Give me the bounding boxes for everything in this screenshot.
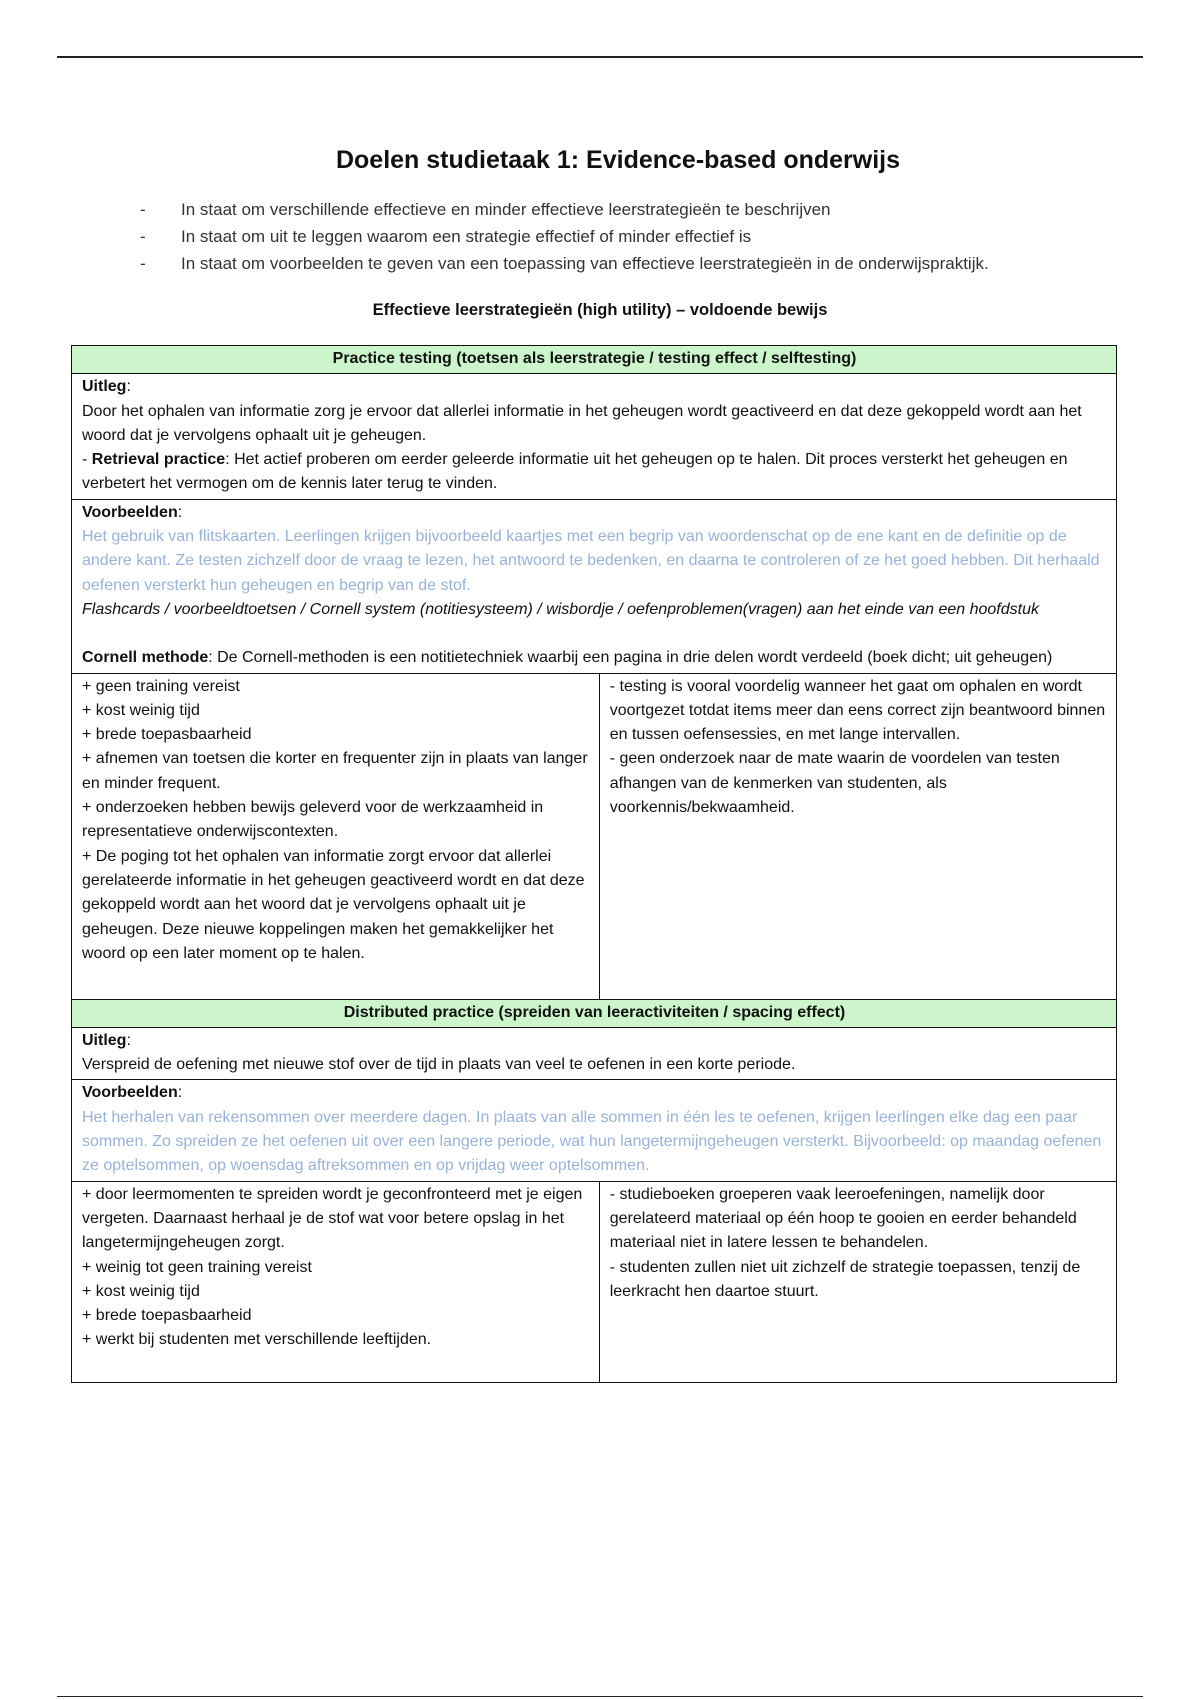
list-item: - geen onderzoek naar de mate waarin de voordelen van testen afhangen van de kenmerken van studenten, als voorkennis/bekwaamheid. (609, 750, 1060, 817)
list-item: - In staat om verschillende effectieve en minder effectieve leerstrategieën te beschrijven (140, 196, 1100, 223)
example-text: Het herhalen van rekensommen over meerdere dagen. In plaats van alle sommen in één les te oefenen, krijgen leerlingen elke dag een paar sommen. Zo spreiden ze het oefenen uit over een langere periode, wat hun langetermijngeheugen versterkt. Bijvoorbeeld: op maandag oefenen ze optelsommen, op woensdag aftreksommen en op vrijdag weer optelsommen. (82, 1108, 1102, 1175)
distributed-practice-uitleg: Uitleg: Verspreid de oefening met nieuwe stof over de tijd in plaats van veel te oefenen in een korte periode. (72, 1027, 1117, 1080)
list-item: + kost weinig tijd (82, 701, 200, 719)
footer-rule (57, 1696, 1143, 1697)
uitleg-text: Verspreid de oefening met nieuwe stof over de tijd in plaats van veel te oefenen in een korte periode. (82, 1056, 796, 1074)
distributed-practice-cons (599, 1181, 1116, 1382)
table-row (72, 673, 1117, 999)
practice-testing-cons (599, 673, 1116, 999)
distributed-practice-pros (72, 1181, 600, 1382)
voorbeelden-label: Voorbeelden (82, 1084, 178, 1102)
list-item: + kost weinig tijd (82, 1282, 200, 1300)
strategies-table (71, 345, 1117, 1383)
header-rule (57, 56, 1143, 58)
list-item: + werkt bij studenten met verschillende leeftijden. (82, 1331, 432, 1349)
uitleg-label: Uitleg (82, 378, 127, 396)
table-row (72, 999, 1117, 1027)
section-heading: Effectieve leerstrategieën (high utility) – voldoende bewijs (372, 301, 828, 319)
distributed-practice-voorbeelden: Voorbeelden: Het herhalen van rekensommen over meerdere dagen. In plaats van alle sommen in één les te oefenen, krijgen leerlingen elke dag een paar sommen. Zo spreiden ze het oefenen uit over een langere periode, wat hun langetermijngeheugen versterkt. Bijvoorbeeld: op maandag oefenen ze optelsommen, op woensdag aftreksommen en op vrijdag weer optelsommen. (72, 1080, 1117, 1181)
uitleg-text: Door het ophalen van informatie zorg je ervoor dat allerlei informatie in het geheugen wordt geactiveerd en dat deze gekoppeld wordt aan het woord dat je vervolgens ophaalt uit je geheugen. (82, 402, 1082, 444)
list-item: + onderzoeken hebben bewijs geleverd voor de werkzaamheid in representatieve onderwijscontexten. (82, 799, 544, 841)
list-item: + afnemen van toetsen die korter en frequenter zijn in plaats van langer en minder frequent. (82, 750, 588, 792)
list-bullet: - (140, 227, 146, 246)
practice-testing-heading: Practice testing (toetsen als leerstrategie / testing effect / selftesting) (72, 346, 1117, 374)
list-item: - In staat om uit te leggen waarom een strategie effectief of minder effectief is (140, 223, 1100, 250)
voorbeelden-label: Voorbeelden (82, 503, 178, 521)
table-row (72, 499, 1117, 673)
table-row (72, 1027, 1117, 1080)
practice-testing-uitleg: Uitleg: Door het ophalen van informatie zorg je ervoor dat allerlei informatie in het geheugen wordt geactiveerd en dat deze gekoppeld wordt aan het woord dat je vervolgens ophaalt uit je geheugen. - Retrieval practice: Het actief proberen om eerder geleerde informatie uit het geheugen op te halen. Dit proces versterkt het geheugen en verbetert het vermogen om de kennis later terug te vinden. (72, 374, 1117, 499)
page-title: Doelen studietaak 1: Evidence-based onderwijs (335, 146, 901, 174)
list-item: + brede toepasbaarheid (82, 726, 252, 744)
goals-list (140, 196, 1100, 277)
table-row (72, 1181, 1117, 1382)
list-item: - studieboeken groeperen vaak leeroefeningen, namelijk door gerelateerd materiaal op één hoop te gooien en eerder behandeld materiaal niet in latere lessen te behandelen. (609, 1185, 1077, 1252)
cornell-text: Cornell methode: De Cornell-methoden is een notitietechniek waarbij een pagina in drie delen wordt verdeeld (boek dicht; uit geheugen) (82, 649, 1053, 667)
table-row (72, 346, 1117, 374)
list-item: - studenten zullen niet uit zichzelf de strategie toepassen, tenzij de leerkracht hen daartoe stuurt. (609, 1258, 1081, 1300)
list-item: - In staat om voorbeelden te geven van een toepassing van effectieve leerstrategieën in de onderwijspraktijk. (140, 250, 1100, 277)
uitleg-label: Uitleg (82, 1031, 127, 1049)
examples-list-text: Flashcards / voorbeeldtoetsen / Cornell system (notitiesysteem) / wisbordje / oefenproblemen(vragen) aan het einde van een hoofdstuk (82, 600, 1039, 618)
list-item: - testing is vooral voordelig wanneer het gaat om ophalen en wordt voortgezet totdat items meer dan eens correct zijn beantwoord binnen en tussen oefensessies, en met lange intervallen. (609, 677, 1106, 744)
practice-testing-voorbeelden: Voorbeelden: Het gebruik van flitskaarten. Leerlingen krijgen bijvoorbeeld kaartjes met een begrip van woordenschat op de ene kant en de definitie op de andere kant. Ze testen zichzelf door de vraag te lezen, het antwoord te bedenken, en daarna te controleren of ze het goed hebben. Dit herhaald oefenen versterkt hun geheugen en begrip van de stof. Flashcards / voorbeeldtoetsen / Cornell system (notitiesysteem) / wisbordje / oefenproblemen(vragen) aan het einde van een hoofdstuk Cornell methode: De Cornell-methoden is een notitietechniek waarbij een pagina in drie delen wordt verdeeld (boek dicht; uit geheugen) (72, 499, 1117, 673)
table-row (72, 1080, 1117, 1181)
practice-testing-pros (72, 673, 600, 999)
table-row (72, 374, 1117, 499)
retrieval-practice-text: - Retrieval practice: Het actief proberen om eerder geleerde informatie uit het geheugen op te halen. Dit proces versterkt het geheugen en verbetert het vermogen om de kennis later terug te vinden. (82, 451, 1068, 493)
list-bullet: - (140, 200, 146, 219)
list-item: + geen training vereist (82, 677, 240, 695)
list-item: + brede toepasbaarheid (82, 1307, 252, 1325)
list-bullet: - (140, 254, 146, 273)
list-item: + door leermomenten te spreiden wordt je geconfronteerd met je eigen vergeten. Daarnaast herhaal je de stof wat voor betere opslag in het langetermijngeheugen zorgt. (82, 1185, 583, 1252)
list-item: + De poging tot het ophalen van informatie zorgt ervoor dat allerlei gerelateerde informatie in het geheugen geactiveerd wordt en dat deze gekoppeld wordt aan het woord dat je vervolgens ophaalt uit je geheugen. Deze nieuwe koppelingen maken het gemakkelijker het woord op een later moment op te halen. (82, 847, 585, 962)
list-item: + weinig tot geen training vereist (82, 1258, 312, 1276)
example-text: Het gebruik van flitskaarten. Leerlingen krijgen bijvoorbeeld kaartjes met een begrip van woordenschat op de ene kant en de definitie op de andere kant. Ze testen zichzelf door de vraag te lezen, het antwoord te bedenken, en daarna te controleren of ze het goed hebben. Dit herhaald oefenen versterkt hun geheugen en begrip van de stof. (82, 528, 1100, 594)
distributed-practice-heading: Distributed practice (spreiden van leeractiviteiten / spacing effect) (72, 999, 1117, 1027)
